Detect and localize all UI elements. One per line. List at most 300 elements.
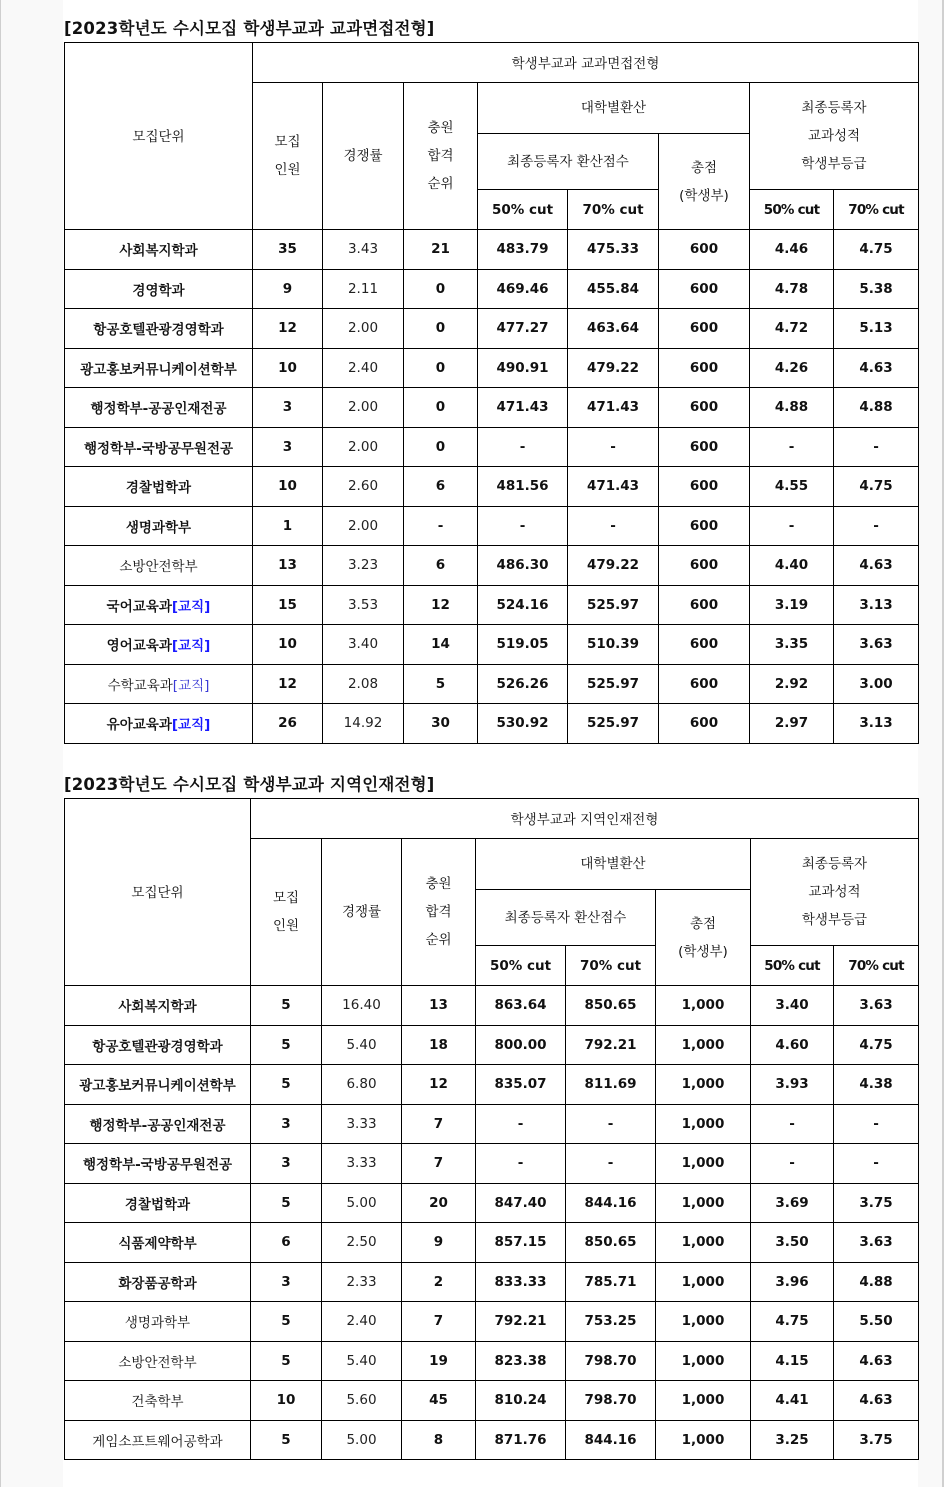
total-cell: 600 xyxy=(659,269,750,309)
score-cut50-cell: 469.46 xyxy=(478,269,568,309)
score-cut50-cell: 847.40 xyxy=(476,1183,566,1223)
ratio-cell: 5.40 xyxy=(322,1341,402,1381)
quota-cell: 5 xyxy=(251,1302,322,1342)
header-grade: 최종등록자 교과성적 학생부등급 xyxy=(750,83,919,190)
rank-cell: 2 xyxy=(402,1262,476,1302)
total-cell: 600 xyxy=(659,704,750,744)
total-cell: 600 xyxy=(659,427,750,467)
total-cell: 1,000 xyxy=(656,1183,751,1223)
department-name: 행정학부-국방공무원전공 xyxy=(83,440,234,457)
quota-cell: 1 xyxy=(253,506,323,546)
table-row xyxy=(65,467,919,507)
table-body xyxy=(65,230,919,744)
quota-cell: 10 xyxy=(253,467,323,507)
grade-cut70-cell: 4.75 xyxy=(834,467,919,507)
score-cut70-cell: 785.71 xyxy=(566,1262,656,1302)
ratio-cell: 3.40 xyxy=(323,625,404,665)
department-name: 소방안전학부 xyxy=(118,1354,197,1371)
grade-cut50-cell: 3.69 xyxy=(751,1183,834,1223)
header-score-cut70: 70% cut xyxy=(568,190,659,230)
department-cell xyxy=(65,1104,251,1144)
grade-cut50-cell: 3.40 xyxy=(751,986,834,1026)
header-quota: 모집 인원 xyxy=(253,83,323,230)
ratio-cell: 3.23 xyxy=(323,546,404,586)
score-cut70-cell: 479.22 xyxy=(568,348,659,388)
ratio-cell: 3.53 xyxy=(323,585,404,625)
quota-cell: 3 xyxy=(251,1104,322,1144)
table-row xyxy=(65,1223,919,1263)
department-name: 행정학부-공공인재전공 xyxy=(90,401,227,418)
department-name: 게임소프트웨어공학과 xyxy=(92,1433,223,1450)
department-cell xyxy=(65,506,253,546)
ratio-cell: 2.11 xyxy=(323,269,404,309)
department-name: 생명과학부 xyxy=(125,519,192,536)
department-name: 경영학과 xyxy=(132,282,185,299)
rank-cell: 18 xyxy=(402,1025,476,1065)
rank-cell: 20 xyxy=(402,1183,476,1223)
header-rank: 충원 합격 순위 xyxy=(404,83,478,230)
grade-cut50-cell: - xyxy=(751,1104,834,1144)
department-name: 행정학부-국방공무원전공 xyxy=(82,1157,233,1174)
ratio-cell: 5.00 xyxy=(322,1183,402,1223)
table-row xyxy=(65,1302,919,1342)
grade-cut50-cell: - xyxy=(751,1144,834,1184)
department-cell xyxy=(65,625,253,665)
header-final-score: 최종등록자 환산점수 xyxy=(476,890,656,946)
ratio-cell: 2.00 xyxy=(323,506,404,546)
quota-cell: 5 xyxy=(251,1341,322,1381)
score-cut70-cell: 471.43 xyxy=(568,467,659,507)
score-cut70-cell: 850.65 xyxy=(566,1223,656,1263)
total-cell: 1,000 xyxy=(656,1341,751,1381)
ratio-cell: 16.40 xyxy=(322,986,402,1026)
score-cut50-cell: 835.07 xyxy=(476,1065,566,1105)
score-cut70-cell: 525.97 xyxy=(568,585,659,625)
total-cell: 1,000 xyxy=(656,1302,751,1342)
header-group: 학생부교과 교과면접전형 xyxy=(253,43,919,83)
ratio-cell: 2.08 xyxy=(323,664,404,704)
table-row xyxy=(65,427,919,467)
ratio-cell: 2.33 xyxy=(322,1262,402,1302)
score-cut70-cell: 455.84 xyxy=(568,269,659,309)
score-cut70-cell: 479.22 xyxy=(568,546,659,586)
score-cut70-cell: 471.43 xyxy=(568,388,659,428)
header-grade-cut70: 70% cut xyxy=(834,946,919,986)
department-cell xyxy=(65,309,253,349)
department-cell xyxy=(65,1065,251,1105)
header-score-cut50: 50% cut xyxy=(476,946,566,986)
grade-cut70-cell: 3.13 xyxy=(834,704,919,744)
score-cut50-cell: 871.76 xyxy=(476,1420,566,1460)
grade-cut70-cell: 4.38 xyxy=(834,1065,919,1105)
header-grade-cut50: 50% cut xyxy=(750,190,834,230)
grade-cut70-cell: 4.88 xyxy=(834,388,919,428)
quota-cell: 3 xyxy=(253,427,323,467)
quota-cell: 5 xyxy=(251,1065,322,1105)
header-total: 총점 (학생부) xyxy=(656,890,751,986)
department-cell xyxy=(65,585,253,625)
ratio-cell: 14.92 xyxy=(323,704,404,744)
grade-cut50-cell: 4.75 xyxy=(751,1302,834,1342)
total-cell: 600 xyxy=(659,625,750,665)
department-name: 경찰법학과 xyxy=(125,480,192,497)
total-cell: 1,000 xyxy=(656,1223,751,1263)
document-page xyxy=(63,0,918,1487)
department-name: 식품제약학부 xyxy=(118,1236,197,1253)
grade-cut70-cell: 3.63 xyxy=(834,986,919,1026)
score-cut70-cell: 844.16 xyxy=(566,1420,656,1460)
teaching-track-tag: [교직] xyxy=(171,598,211,615)
department-cell xyxy=(65,269,253,309)
total-cell: 600 xyxy=(659,230,750,270)
header-total: 총점 (학생부) xyxy=(659,134,750,230)
total-cell: 1,000 xyxy=(656,1104,751,1144)
ratio-cell: 3.33 xyxy=(322,1144,402,1184)
table-row xyxy=(65,269,919,309)
grade-cut50-cell: 4.78 xyxy=(750,269,834,309)
total-cell: 1,000 xyxy=(656,1381,751,1421)
score-cut70-cell: 525.97 xyxy=(568,704,659,744)
total-cell: 600 xyxy=(659,467,750,507)
score-cut70-cell: 798.70 xyxy=(566,1341,656,1381)
department-cell xyxy=(65,230,253,270)
table-row xyxy=(65,625,919,665)
grade-cut50-cell: 3.50 xyxy=(751,1223,834,1263)
quota-cell: 10 xyxy=(251,1381,322,1421)
table-row xyxy=(65,1065,919,1105)
department-cell xyxy=(65,388,253,428)
department-cell xyxy=(65,467,253,507)
table-row xyxy=(65,1025,919,1065)
score-cut50-cell: 530.92 xyxy=(478,704,568,744)
rank-cell: 45 xyxy=(402,1381,476,1421)
score-cut50-cell: 524.16 xyxy=(478,585,568,625)
department-name: 건축학부 xyxy=(131,1394,184,1411)
grade-cut70-cell: - xyxy=(834,427,919,467)
grade-cut70-cell: 4.75 xyxy=(834,1025,919,1065)
rank-cell: 12 xyxy=(404,585,478,625)
rank-cell: 19 xyxy=(402,1341,476,1381)
total-cell: 1,000 xyxy=(656,1025,751,1065)
ratio-cell: 2.40 xyxy=(323,348,404,388)
department-cell xyxy=(65,704,253,744)
header-score-cut70: 70% cut xyxy=(566,946,656,986)
grade-cut70-cell: 3.75 xyxy=(834,1420,919,1460)
department-name: 수학교육과 xyxy=(107,677,173,694)
table-row xyxy=(65,309,919,349)
ratio-cell: 2.60 xyxy=(323,467,404,507)
total-cell: 1,000 xyxy=(656,986,751,1026)
quota-cell: 3 xyxy=(251,1144,322,1184)
rank-cell: 30 xyxy=(404,704,478,744)
score-cut70-cell: 850.65 xyxy=(566,986,656,1026)
table-row xyxy=(65,506,919,546)
ratio-cell: 3.33 xyxy=(322,1104,402,1144)
rank-cell: 14 xyxy=(404,625,478,665)
total-cell: 600 xyxy=(659,309,750,349)
score-cut70-cell: 753.25 xyxy=(566,1302,656,1342)
header-unit: 모집단위 xyxy=(65,799,251,986)
score-cut70-cell: - xyxy=(566,1104,656,1144)
total-cell: 600 xyxy=(659,664,750,704)
department-name: 유아교육과 xyxy=(106,717,172,734)
quota-cell: 5 xyxy=(251,1025,322,1065)
rank-cell: - xyxy=(404,506,478,546)
score-cut70-cell: 798.70 xyxy=(566,1381,656,1421)
score-cut50-cell: 810.24 xyxy=(476,1381,566,1421)
department-name: 경찰법학과 xyxy=(124,1196,191,1213)
header-ratio: 경쟁률 xyxy=(322,839,402,986)
ratio-cell: 2.00 xyxy=(323,388,404,428)
grade-cut70-cell: 5.13 xyxy=(834,309,919,349)
score-cut50-cell: 833.33 xyxy=(476,1262,566,1302)
grade-cut70-cell: 5.50 xyxy=(834,1302,919,1342)
department-name: 국어교육과 xyxy=(106,598,172,615)
score-cut50-cell: 483.79 xyxy=(478,230,568,270)
grade-cut50-cell: 4.88 xyxy=(750,388,834,428)
rank-cell: 6 xyxy=(404,467,478,507)
department-name: 생명과학부 xyxy=(124,1315,191,1332)
table-row xyxy=(65,1341,919,1381)
quota-cell: 3 xyxy=(251,1262,322,1302)
score-cut70-cell: 475.33 xyxy=(568,230,659,270)
grade-cut50-cell: 3.19 xyxy=(750,585,834,625)
score-cut70-cell: - xyxy=(566,1144,656,1184)
grade-cut50-cell: 4.46 xyxy=(750,230,834,270)
header-group: 학생부교과 지역인재전형 xyxy=(251,799,919,839)
grade-cut70-cell: 4.88 xyxy=(834,1262,919,1302)
rank-cell: 9 xyxy=(402,1223,476,1263)
quota-cell: 26 xyxy=(253,704,323,744)
teaching-track-tag: [교직] xyxy=(171,717,211,734)
score-cut70-cell: 792.21 xyxy=(566,1025,656,1065)
table-row xyxy=(65,1262,919,1302)
grade-cut50-cell: 4.40 xyxy=(750,546,834,586)
grade-cut50-cell: 4.72 xyxy=(750,309,834,349)
total-cell: 1,000 xyxy=(656,1065,751,1105)
department-cell xyxy=(65,1025,251,1065)
rank-cell: 0 xyxy=(404,309,478,349)
grade-cut70-cell: - xyxy=(834,1104,919,1144)
header-grade-cut50: 50% cut xyxy=(751,946,834,986)
grade-cut70-cell: 3.00 xyxy=(834,664,919,704)
quota-cell: 9 xyxy=(253,269,323,309)
ratio-cell: 5.60 xyxy=(322,1381,402,1421)
grade-cut70-cell: 3.75 xyxy=(834,1183,919,1223)
quota-cell: 3 xyxy=(253,388,323,428)
grade-cut70-cell: 3.63 xyxy=(834,1223,919,1263)
score-cut50-cell: - xyxy=(476,1144,566,1184)
department-name: 사회복지학과 xyxy=(119,243,198,260)
score-cut50-cell: 490.91 xyxy=(478,348,568,388)
score-cut50-cell: 481.56 xyxy=(478,467,568,507)
table-body xyxy=(65,986,919,1460)
rank-cell: 5 xyxy=(404,664,478,704)
department-cell xyxy=(65,1223,251,1263)
score-cut50-cell: - xyxy=(476,1104,566,1144)
department-cell xyxy=(65,664,253,704)
header-conversion: 대학별환산 xyxy=(478,83,750,134)
grade-cut70-cell: 4.63 xyxy=(834,348,919,388)
grade-cut50-cell: 4.41 xyxy=(751,1381,834,1421)
rank-cell: 0 xyxy=(404,388,478,428)
results-table-regional xyxy=(64,798,919,1460)
grade-cut70-cell: 4.75 xyxy=(834,230,919,270)
grade-cut70-cell: - xyxy=(834,506,919,546)
table-row xyxy=(65,585,919,625)
rank-cell: 13 xyxy=(402,986,476,1026)
ratio-cell: 2.40 xyxy=(322,1302,402,1342)
quota-cell: 12 xyxy=(253,309,323,349)
header-score-cut50: 50% cut xyxy=(478,190,568,230)
grade-cut50-cell: 3.25 xyxy=(751,1420,834,1460)
score-cut70-cell: - xyxy=(568,427,659,467)
score-cut70-cell: 510.39 xyxy=(568,625,659,665)
score-cut70-cell: 525.97 xyxy=(568,664,659,704)
quota-cell: 10 xyxy=(253,348,323,388)
table-row xyxy=(65,1144,919,1184)
grade-cut50-cell: 3.93 xyxy=(751,1065,834,1105)
grade-cut70-cell: 4.63 xyxy=(834,1381,919,1421)
score-cut50-cell: 519.05 xyxy=(478,625,568,665)
quota-cell: 10 xyxy=(253,625,323,665)
grade-cut70-cell: 4.63 xyxy=(834,546,919,586)
ratio-cell: 2.50 xyxy=(322,1223,402,1263)
grade-cut70-cell: - xyxy=(834,1144,919,1184)
department-name: 항공호텔관광경영학과 xyxy=(92,1038,223,1055)
table-row xyxy=(65,230,919,270)
header-unit: 모집단위 xyxy=(65,43,253,230)
grade-cut50-cell: 2.92 xyxy=(750,664,834,704)
quota-cell: 15 xyxy=(253,585,323,625)
department-name: 행정학부-공공인재전공 xyxy=(89,1117,226,1134)
score-cut70-cell: 811.69 xyxy=(566,1065,656,1105)
rank-cell: 7 xyxy=(402,1144,476,1184)
table-row xyxy=(65,1183,919,1223)
department-cell xyxy=(65,348,253,388)
grade-cut50-cell: 3.35 xyxy=(750,625,834,665)
score-cut50-cell: 857.15 xyxy=(476,1223,566,1263)
score-cut70-cell: - xyxy=(568,506,659,546)
grade-cut70-cell: 3.13 xyxy=(834,585,919,625)
header-quota: 모집 인원 xyxy=(251,839,322,986)
rank-cell: 21 xyxy=(404,230,478,270)
section-title: [2023학년도 수시모집 학생부교과 교과면접전형] xyxy=(64,19,435,38)
score-cut70-cell: 463.64 xyxy=(568,309,659,349)
department-name: 영어교육과 xyxy=(106,638,172,655)
quota-cell: 35 xyxy=(253,230,323,270)
department-cell xyxy=(65,1262,251,1302)
score-cut50-cell: 792.21 xyxy=(476,1302,566,1342)
department-name: 화장품공학과 xyxy=(118,1275,197,1292)
ratio-cell: 5.40 xyxy=(322,1025,402,1065)
department-cell xyxy=(65,1341,251,1381)
score-cut50-cell: 486.30 xyxy=(478,546,568,586)
rank-cell: 6 xyxy=(404,546,478,586)
grade-cut50-cell: 2.97 xyxy=(750,704,834,744)
score-cut50-cell: - xyxy=(478,427,568,467)
grade-cut50-cell: 3.96 xyxy=(751,1262,834,1302)
department-cell xyxy=(65,546,253,586)
section-regional-admission xyxy=(63,772,918,1460)
department-cell xyxy=(65,1183,251,1223)
table-row xyxy=(65,388,919,428)
total-cell: 1,000 xyxy=(656,1420,751,1460)
department-cell xyxy=(65,1381,251,1421)
section-title: [2023학년도 수시모집 학생부교과 지역인재전형] xyxy=(64,775,435,794)
teaching-track-tag: [교직] xyxy=(171,638,211,655)
table-row xyxy=(65,1420,919,1460)
total-cell: 600 xyxy=(659,506,750,546)
grade-cut50-cell: - xyxy=(750,427,834,467)
header-ratio: 경쟁률 xyxy=(323,83,404,230)
section-interview-admission xyxy=(63,16,918,744)
department-cell xyxy=(65,1144,251,1184)
ratio-cell: 2.00 xyxy=(323,309,404,349)
quota-cell: 5 xyxy=(251,1183,322,1223)
total-cell: 600 xyxy=(659,585,750,625)
quota-cell: 5 xyxy=(251,1420,322,1460)
score-cut50-cell: 526.26 xyxy=(478,664,568,704)
quota-cell: 12 xyxy=(253,664,323,704)
department-name: 광고홍보커뮤니케이션학부 xyxy=(79,1078,236,1095)
grade-cut50-cell: 4.55 xyxy=(750,467,834,507)
left-window-edge xyxy=(0,0,1,1487)
rank-cell: 0 xyxy=(404,269,478,309)
quota-cell: 6 xyxy=(251,1223,322,1263)
table-row xyxy=(65,546,919,586)
quota-cell: 13 xyxy=(253,546,323,586)
grade-cut70-cell: 4.63 xyxy=(834,1341,919,1381)
score-cut50-cell: 477.27 xyxy=(478,309,568,349)
ratio-cell: 6.80 xyxy=(322,1065,402,1105)
rank-cell: 12 xyxy=(402,1065,476,1105)
rank-cell: 0 xyxy=(404,427,478,467)
score-cut50-cell: 471.43 xyxy=(478,388,568,428)
quota-cell: 5 xyxy=(251,986,322,1026)
header-grade: 최종등록자 교과성적 학생부등급 xyxy=(751,839,919,946)
department-name: 사회복지학과 xyxy=(118,999,197,1016)
score-cut50-cell: 800.00 xyxy=(476,1025,566,1065)
teaching-track-tag: [교직] xyxy=(172,677,210,694)
results-table-interview xyxy=(64,42,919,744)
department-cell xyxy=(65,1420,251,1460)
grade-cut70-cell: 5.38 xyxy=(834,269,919,309)
ratio-cell: 2.00 xyxy=(323,427,404,467)
grade-cut50-cell: - xyxy=(750,506,834,546)
grade-cut70-cell: 3.63 xyxy=(834,625,919,665)
table-row xyxy=(65,348,919,388)
header-grade-cut70: 70% cut xyxy=(834,190,919,230)
table-row xyxy=(65,1104,919,1144)
ratio-cell: 3.43 xyxy=(323,230,404,270)
department-cell xyxy=(65,427,253,467)
department-name: 소방안전학부 xyxy=(119,559,198,576)
rank-cell: 7 xyxy=(402,1104,476,1144)
total-cell: 1,000 xyxy=(656,1144,751,1184)
header-final-score: 최종등록자 환산점수 xyxy=(478,134,659,190)
department-name: 광고홍보커뮤니케이션학부 xyxy=(80,361,237,378)
score-cut70-cell: 844.16 xyxy=(566,1183,656,1223)
total-cell: 600 xyxy=(659,546,750,586)
score-cut50-cell: 863.64 xyxy=(476,986,566,1026)
department-cell xyxy=(65,1302,251,1342)
table-row xyxy=(65,1381,919,1421)
total-cell: 600 xyxy=(659,348,750,388)
rank-cell: 8 xyxy=(402,1420,476,1460)
grade-cut50-cell: 4.15 xyxy=(751,1341,834,1381)
rank-cell: 7 xyxy=(402,1302,476,1342)
